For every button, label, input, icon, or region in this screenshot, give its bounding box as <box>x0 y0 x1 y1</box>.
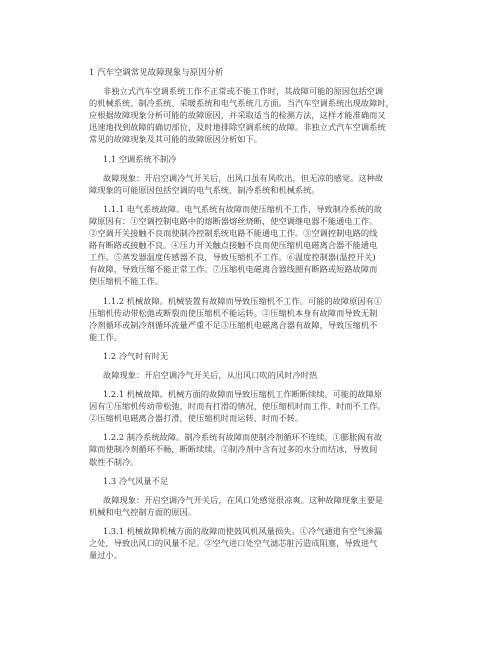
paragraph-line: 障而使制冷剂循环不畅，断断续续。②制冷剂中含有过多的水分而结冰，导致间 <box>89 444 378 455</box>
document-page <box>89 66 431 561</box>
subsection-heading-1-3: 1.3 冷气风量不足 <box>103 475 169 486</box>
paragraph-line: 冷剂循环或制冷剂循环流量严重不足③压缩机电磁离合器有故障，导致压缩机不 <box>89 319 378 330</box>
paragraph-line: 有故障，导致压缩不能正常工作。⑦压缩机电磁离合器线圈有断路或短路故障而 <box>89 264 378 275</box>
paragraph-line: 1.1.2 机械故障。机械装置有故障而导致压缩机不工作。可能的故障原因有① <box>103 295 383 306</box>
paragraph-1-3-1 <box>89 525 431 561</box>
paragraph-line: 能工作。 <box>89 331 122 342</box>
paragraph-line: 障原因有：①空调控制电路中的熔断器熔丝烧断，使空调继电器不能通电工作。 <box>89 215 378 226</box>
paragraph-line: 歇性不制冷。 <box>89 456 139 467</box>
paragraph-line: 压缩机传动带松弛或断裂而使压缩机不能运转。②压缩机本身有故障而导致无制 <box>89 307 378 318</box>
paragraph-1-1-2 <box>89 295 431 343</box>
paragraph-line: 工作。⑤蒸发器温度传感器不良，导致压缩机不工作。⑥温度控制器(温控开关) <box>89 252 376 263</box>
paragraph-line: 机械和电气控制方面的原因。 <box>89 506 197 517</box>
paragraph-1-1 <box>89 172 431 196</box>
paragraph-line: 路有断路或接触不良。④压力开关触点接触不良而使压缩机电磁离合器不能通电 <box>89 240 378 251</box>
paragraph-line: 故障现象：开启空调冷气开关后，在风口处感觉很凉爽。这种故障现象主要是 <box>103 494 384 505</box>
subsection-heading-1-2: 1.2 冷气时有时无 <box>103 350 169 361</box>
paragraph-line: 1.3.1 机械故障机械方面的故障而使鼓风机风量损失。①冷气通道有空气渗漏 <box>103 525 383 536</box>
paragraph-line: 应根据故障现象分析可能的故障原因，并采取适当的检测方法，这样才能准确而又 <box>89 110 386 121</box>
paragraph-line: 之处，导致出风口的风量不足。②空气进口处空气滤芯脏污造成阻塞，导致进气 <box>89 538 378 548</box>
subsection-heading-1-1: 1.1 空调系统不制冷 <box>103 153 177 164</box>
paragraph-1-1-1 <box>89 203 431 288</box>
paragraph-1-2-2 <box>89 431 431 467</box>
paragraph-line: ②空调开关接触不良而使制冷控制系统电路不能通电工作。③空调控制电路的线 <box>89 228 378 239</box>
section-heading-1: 1 汽车空调常见故障现象与原因分析 <box>89 67 224 77</box>
intro-paragraph <box>89 85 431 145</box>
paragraph-line: 1.2.1 机械故障。机械方面的故障而导致压缩机工作断断续续。可能的故障原 <box>103 389 383 400</box>
paragraph-line: 常见的故障现象及其可能的故障原因分析如下。 <box>89 134 262 145</box>
paragraph-line: 的机械系统、制冷系统、采暖系统和电气系统几方面。当汽车空调系统出现故障时， <box>89 98 394 109</box>
paragraph-line: 1.1.1 电气系统故障。电气系统有故障而使压缩机不工作，导致制冷系统的故 <box>103 203 383 214</box>
paragraph-line: 迅速地找到故障的确切部位，及时地排除空调系统的故障。非独立式汽车空调系统 <box>89 122 386 133</box>
paragraph-line: 障现象的可能原因包括空调的电气系统、制冷系统和机械系统。 <box>89 184 320 195</box>
paragraph-line: 故障现象：开启空调冷气开关后，出风口虽有风吹出，但无凉的感觉。这种故 <box>103 172 384 183</box>
paragraph-1-2-1 <box>89 388 431 424</box>
paragraph-line: 非独立式汽车空调系统工作不正常或不能工作时，其故障可能的原因包括空调 <box>103 86 384 97</box>
paragraph-line: 使压缩机不能工作。 <box>89 276 164 287</box>
paragraph-1-3 <box>89 494 431 518</box>
paragraph-1-2: 故障现象：开启空调冷气开关后，从出风口吹的风时冷时热 <box>103 369 318 380</box>
paragraph-line: 量过小。 <box>89 550 122 561</box>
paragraph-line: 1.2.2 制冷系统故障。制冷系统有故障而使制冷剂循环不连续。①膨胀阀有故 <box>103 432 383 443</box>
paragraph-line: 因有①压缩机传动带松弛，时而有打滑的情况，使压缩机时而工作、时而不工作。 <box>89 401 386 412</box>
paragraph-line: ②压缩机电磁离合器打滑，使压缩机时而运转、时而不转。 <box>89 413 304 424</box>
